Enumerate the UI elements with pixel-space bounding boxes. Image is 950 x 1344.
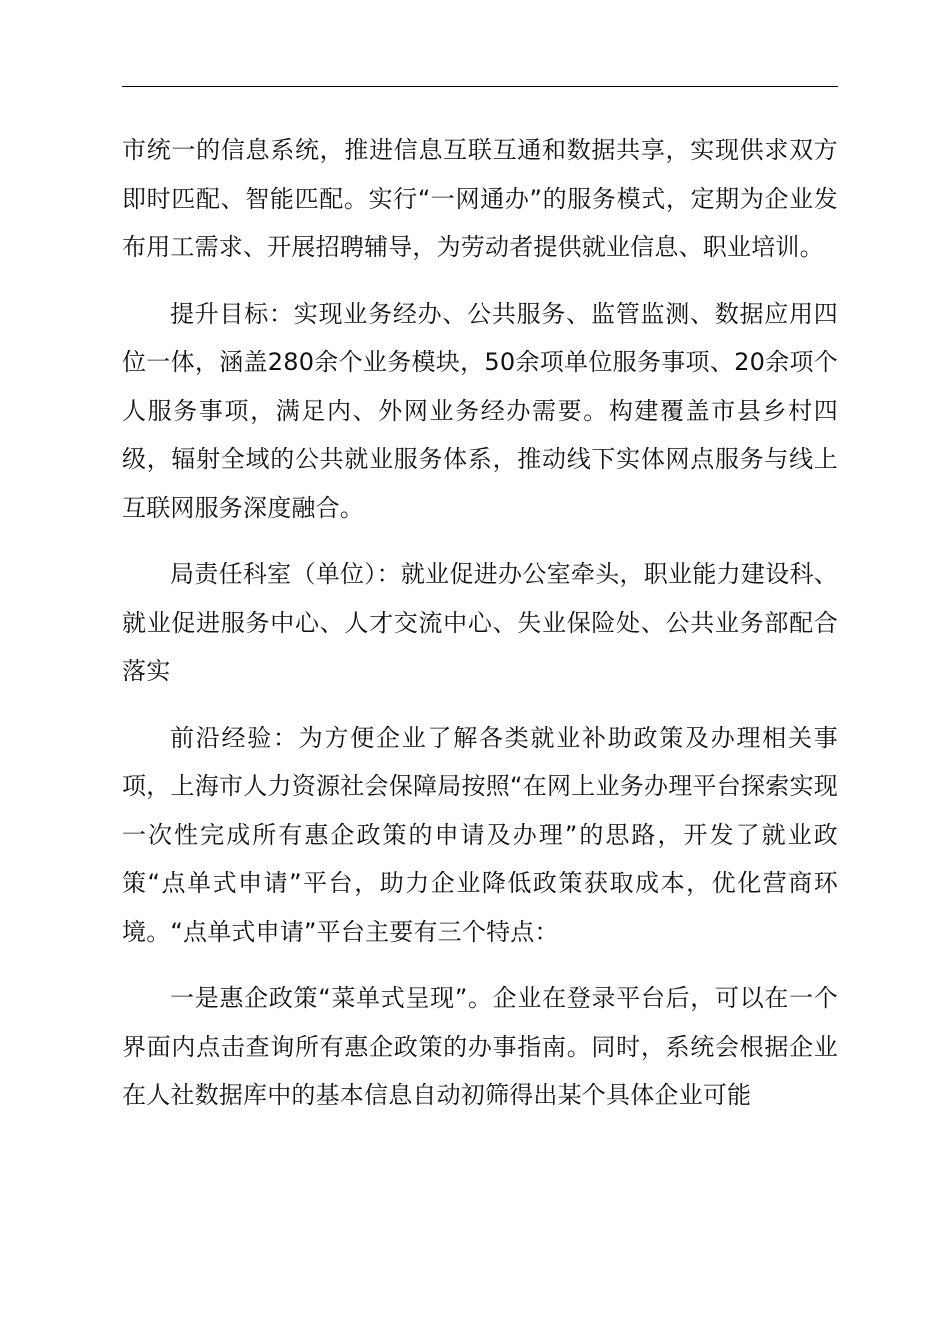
header-rule xyxy=(122,86,838,87)
paragraph-continuation: 市统一的信息系统，推进信息互联互通和数据共享，实现供求双方即时匹配、智能匹配。实行“一网通办”的服务模式，定期为企业发布用工需求、开展招聘辅导，为劳动者提供就业信息、职业培训。 xyxy=(122,136,838,261)
paragraph-experience: 前沿经验：为方便企业了解各类就业补助政策及办理相关事项，上海市人力资源社会保障局按照“在网上业务办理平台探索实现一次性完成所有惠企政策的申请及办理”的思路，开发了就业政策“点单式申请”平台，助力企业降低政策获取成本，优化营商环境。“点单式申请”平台主要有三个特点： xyxy=(122,723,838,946)
paragraph-responsible: 局责任科室（单位）：就业促进办公室牵头，职业能力建设科、就业促进服务中心、人才交流中心、失业保险处、公共业务部配合落实 xyxy=(122,560,838,685)
paragraph-target: 提升目标：实现业务经办、公共服务、监管监测、数据应用四位一体，涵盖280余个业务模块，50余项单位服务事项、20余项个人服务事项，满足内、外网业务经办需要。构建覆盖市县乡村四级，辐射全域的公共就业服务体系，推动线下实体网点服务与线上互联网服务深度融合。 xyxy=(122,299,838,522)
paragraph-feature-one: 一是惠企政策“菜单式呈现”。企业在登录平台后，可以在一个界面内点击查询所有惠企政策的办事指南。同时，系统会根据企业在人社数据库中的基本信息自动初筛得出某个具体企业可能 xyxy=(122,984,838,1109)
document-body xyxy=(122,126,838,1120)
